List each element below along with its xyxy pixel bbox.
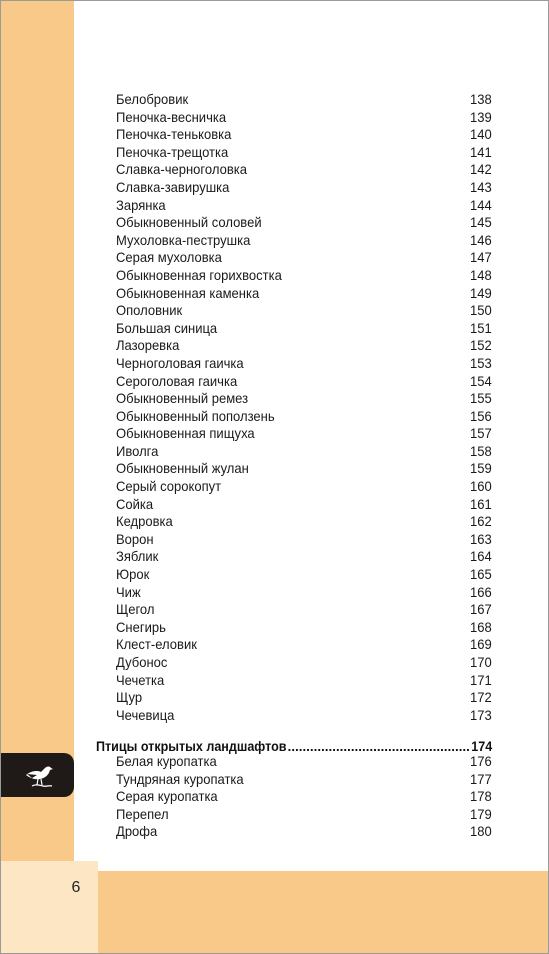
- toc-entry-title: Перепел: [116, 805, 169, 822]
- toc-entry-page: 138: [469, 91, 492, 107]
- toc-entry-title: Чечетка: [116, 671, 165, 688]
- toc-entry-page: 146: [469, 231, 492, 248]
- toc-entry-page: 139: [469, 108, 492, 125]
- toc-entry-title: Пеночка-теньковка: [116, 126, 232, 143]
- toc-entry-page: 148: [469, 266, 492, 283]
- toc-entry-title: Серая куропатка: [116, 788, 218, 805]
- toc-entry-page: 144: [469, 196, 492, 213]
- toc-entry-page: 168: [469, 618, 492, 635]
- toc-entry-page: 143: [469, 178, 492, 195]
- toc-entry[interactable]: [116, 302, 492, 320]
- toc-entry-page: 153: [469, 354, 492, 371]
- toc-entry[interactable]: [116, 672, 492, 690]
- gull-icon: [23, 759, 57, 791]
- toc-entry[interactable]: [116, 109, 492, 127]
- toc-entry-page: 150: [469, 302, 492, 319]
- toc-entry[interactable]: [116, 337, 492, 355]
- toc-entry-title: Серая мухоловка: [116, 249, 222, 266]
- toc-entry-page: 179: [469, 805, 492, 822]
- toc-entry-page: 170: [469, 654, 492, 670]
- toc-entry-page: 159: [469, 460, 492, 477]
- toc-entry-page: 163: [469, 530, 492, 547]
- toc-entry-page: 176: [469, 753, 492, 769]
- toc-entry[interactable]: [116, 566, 492, 584]
- toc-entry[interactable]: [116, 689, 492, 707]
- toc-entry[interactable]: [116, 636, 492, 654]
- section-tab: [1, 753, 74, 797]
- toc-entry[interactable]: [116, 496, 492, 514]
- toc-entry-page: 166: [469, 583, 492, 600]
- toc-entry[interactable]: [116, 788, 492, 806]
- toc-entry-page: 177: [469, 770, 492, 787]
- toc-entry-title: Обыкновенный соловей: [116, 214, 262, 231]
- toc-entry-title: Зяблик: [116, 548, 159, 565]
- toc-entry-page: 141: [469, 143, 492, 160]
- toc-entry-page: 151: [469, 319, 492, 336]
- toc-entry[interactable]: [116, 373, 492, 391]
- toc-entry[interactable]: [116, 619, 492, 637]
- toc-entry[interactable]: [116, 390, 492, 408]
- toc-entry-title: Белобровик: [116, 91, 189, 107]
- section-page: 174: [471, 739, 493, 754]
- toc-entry[interactable]: [116, 823, 492, 841]
- toc-entry-page: 171: [469, 671, 492, 688]
- toc-entry[interactable]: [116, 161, 492, 179]
- toc-list: [116, 91, 492, 724]
- toc-entry-title: Зарянка: [116, 196, 166, 213]
- toc-entry[interactable]: [116, 197, 492, 215]
- toc-entry-title: Тундряная куропатка: [116, 770, 244, 787]
- toc-entry-title: Лазоревка: [116, 337, 180, 354]
- toc-entry[interactable]: [116, 513, 492, 531]
- toc-entry[interactable]: [116, 707, 492, 725]
- toc-entry[interactable]: [116, 285, 492, 303]
- toc-entry-page: 145: [469, 214, 492, 231]
- toc-entry-page: 180: [469, 823, 492, 840]
- toc-entry-title: Обыкновенная каменка: [116, 284, 260, 301]
- toc-entry[interactable]: [116, 443, 492, 461]
- toc-entry-title: Пеночка-весничка: [116, 108, 227, 125]
- page-number-corner: [1, 861, 98, 954]
- toc-entry-title: Черноголовая гаичка: [116, 354, 244, 371]
- toc-entry-page: 161: [469, 495, 492, 512]
- toc-entry-page: 178: [469, 788, 492, 805]
- toc-entry[interactable]: [116, 355, 492, 373]
- toc-entry[interactable]: [116, 771, 492, 789]
- toc-entry-title: Щегол: [116, 601, 155, 618]
- toc-entry-title: Сойка: [116, 495, 154, 512]
- toc-entry-page: 172: [469, 689, 492, 706]
- toc-entry[interactable]: [116, 408, 492, 426]
- toc-entry-page: 162: [469, 513, 492, 530]
- toc-entry[interactable]: [116, 91, 492, 109]
- toc-entry-title: Белая куропатка: [116, 753, 217, 769]
- toc-entry-page: 142: [469, 161, 492, 178]
- toc-entry-title: Ополовник: [116, 302, 183, 319]
- toc-entry-title: Пеночка-трещотка: [116, 143, 229, 160]
- section-heading: [96, 736, 492, 754]
- toc-entry-title: Снегирь: [116, 618, 166, 635]
- toc-entry-page: 147: [469, 249, 492, 266]
- toc-entry-title: Дубонос: [116, 654, 168, 670]
- toc-entry[interactable]: [116, 179, 492, 197]
- toc-entry-title: Щур: [116, 689, 143, 706]
- toc-entry-title: Славка-завирушка: [116, 178, 230, 195]
- toc-entry-page: 149: [469, 284, 492, 301]
- toc-entry-title: Мухоловка-пеструшка: [116, 231, 251, 248]
- toc-entry[interactable]: [116, 584, 492, 602]
- toc-entry-page: 158: [469, 442, 492, 459]
- toc-entry-page: 167: [469, 601, 492, 618]
- toc-entry-page: 154: [469, 372, 492, 389]
- toc-entry-page: 140: [469, 126, 492, 143]
- toc-entry[interactable]: [116, 460, 492, 478]
- toc-entry-title: Обыкновенный ремез: [116, 390, 249, 407]
- toc-entry-page: 157: [469, 425, 492, 442]
- toc-entry[interactable]: [116, 267, 492, 285]
- toc-entry-title: Кедровка: [116, 513, 173, 530]
- toc-entry-title: Чечевица: [116, 706, 175, 723]
- toc-entry-title: Серый сорокопут: [116, 478, 222, 495]
- left-margin-band: [1, 1, 74, 954]
- toc-entry-title: Обыкновенная пищуха: [116, 425, 255, 442]
- toc-entry-title: Иволга: [116, 442, 159, 459]
- toc-entry[interactable]: [116, 126, 492, 144]
- toc-entry-page: 164: [469, 548, 492, 565]
- toc-entry[interactable]: [116, 478, 492, 496]
- toc-entry[interactable]: [116, 425, 492, 443]
- toc-entry-page: 156: [469, 407, 492, 424]
- page-number: 6: [71, 879, 81, 896]
- toc-entry-title: Юрок: [116, 566, 150, 583]
- section-entries: [116, 753, 492, 841]
- toc-entry-title: Дрофа: [116, 823, 158, 840]
- toc-entry[interactable]: [116, 601, 492, 619]
- toc-entry-title: Обыкновенный жулан: [116, 460, 249, 477]
- toc-entry-title: Славка-черноголовка: [116, 161, 247, 178]
- toc-entry[interactable]: [116, 531, 492, 549]
- section-title: Птицы открытых ландшафтов: [96, 739, 287, 754]
- toc-entry-page: 160: [469, 478, 492, 495]
- toc-entry[interactable]: [116, 320, 492, 338]
- toc-entry-title: Обыкновенный поползень: [116, 407, 275, 424]
- section-heading-row[interactable]: [96, 736, 492, 754]
- toc-entry-title: Ворон: [116, 530, 154, 547]
- toc-entry-title: Чиж: [116, 583, 141, 600]
- toc-entry-title: Большая синица: [116, 319, 218, 336]
- toc-entry[interactable]: [116, 654, 492, 672]
- toc-entry-page: 155: [469, 390, 492, 407]
- toc-entry-page: 152: [469, 337, 492, 354]
- toc-entry[interactable]: [116, 806, 492, 824]
- toc-entry-page: 165: [469, 566, 492, 583]
- toc-entry[interactable]: [116, 753, 492, 771]
- toc-entry-page: 169: [469, 636, 492, 653]
- toc-entry-title: Сероголовая гаичка: [116, 372, 238, 389]
- toc-entry[interactable]: [116, 249, 492, 267]
- leader-dots: [288, 736, 469, 751]
- toc-entry-title: Обыкновенная горихвостка: [116, 266, 282, 283]
- toc-entry[interactable]: [116, 232, 492, 250]
- toc-entry-title: Клест-еловик: [116, 636, 197, 653]
- toc-entry[interactable]: [116, 144, 492, 162]
- toc-entry[interactable]: [116, 548, 492, 566]
- toc-entry-page: 173: [469, 706, 492, 723]
- toc-entry[interactable]: [116, 214, 492, 232]
